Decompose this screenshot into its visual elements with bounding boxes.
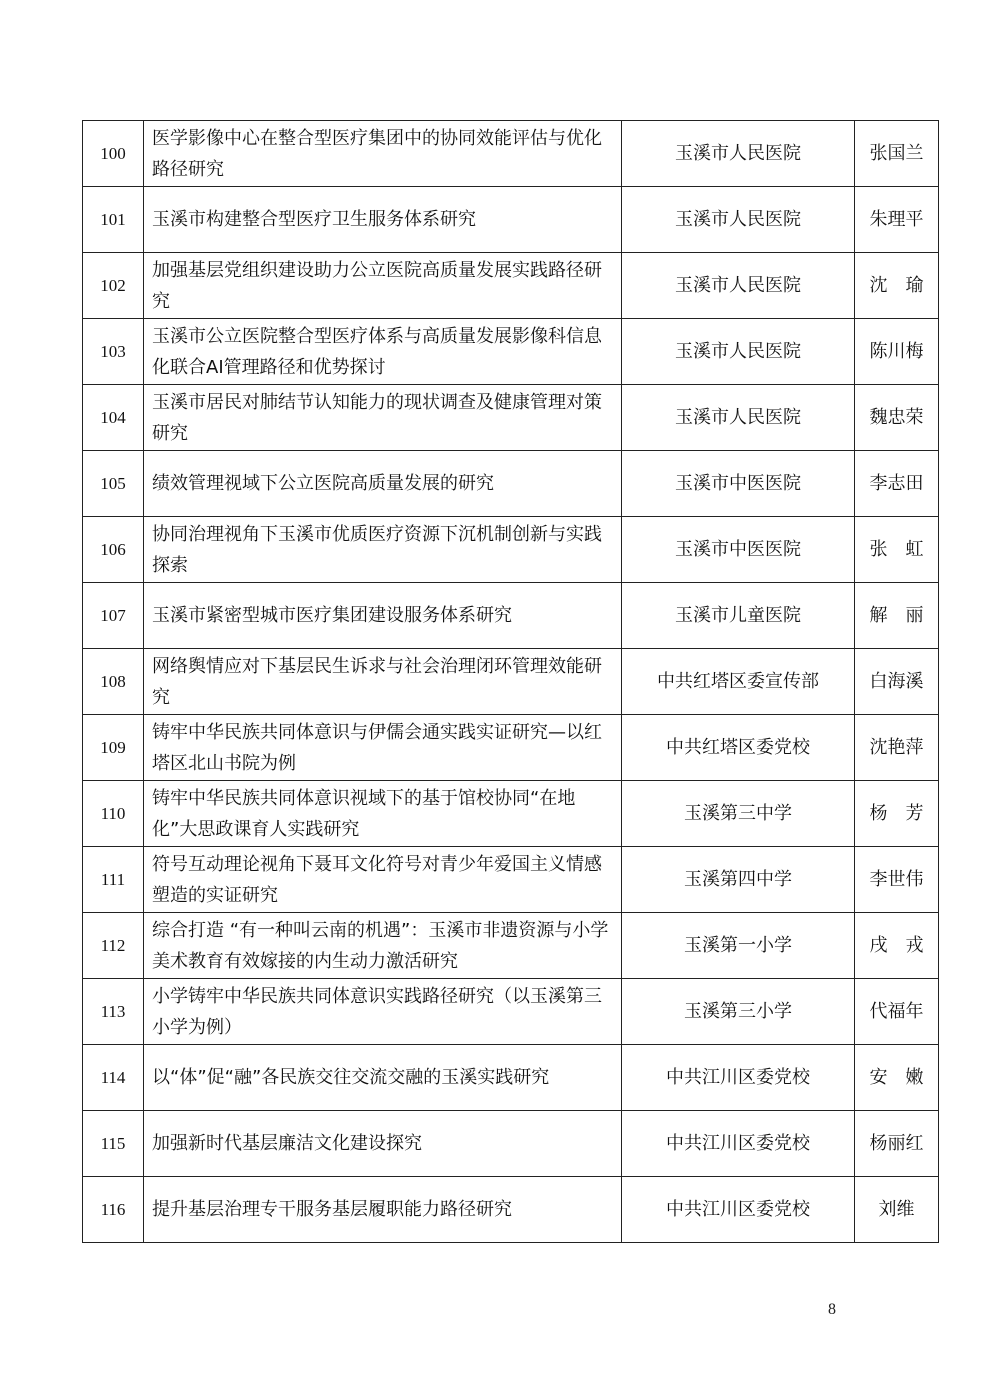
table-row — [83, 319, 939, 385]
project-title: 铸牢中华民族共同体意识与伊儒会通实践实证研究—以红塔区北山书院为例 — [144, 715, 622, 781]
row-number: 103 — [83, 319, 144, 385]
table-row — [83, 187, 939, 253]
person-in-charge: 张 虹 — [855, 517, 939, 583]
table-row — [83, 1045, 939, 1111]
person-in-charge: 朱理平 — [855, 187, 939, 253]
organization: 玉溪市人民医院 — [622, 319, 855, 385]
project-title: 加强新时代基层廉洁文化建设探究 — [144, 1111, 622, 1177]
row-number: 112 — [83, 913, 144, 979]
table-row — [83, 913, 939, 979]
project-title: 小学铸牢中华民族共同体意识实践路径研究（以玉溪第三小学为例） — [144, 979, 622, 1045]
row-number: 107 — [83, 583, 144, 649]
person-in-charge: 刘维 — [855, 1177, 939, 1243]
organization: 中共江川区委党校 — [622, 1177, 855, 1243]
project-title: 医学影像中心在整合型医疗集团中的协同效能评估与优化路径研究 — [144, 121, 622, 187]
table-row — [83, 847, 939, 913]
table-row — [83, 451, 939, 517]
row-number: 106 — [83, 517, 144, 583]
organization: 玉溪市儿童医院 — [622, 583, 855, 649]
project-title: 符号互动理论视角下聂耳文化符号对青少年爱国主义情感塑造的实证研究 — [144, 847, 622, 913]
row-number: 101 — [83, 187, 144, 253]
project-title: 提升基层治理专干服务基层履职能力路径研究 — [144, 1177, 622, 1243]
table-row — [83, 979, 939, 1045]
project-title: 玉溪市公立医院整合型医疗体系与高质量发展影像科信息化联合AI管理路径和优势探讨 — [144, 319, 622, 385]
project-title: 玉溪市构建整合型医疗卫生服务体系研究 — [144, 187, 622, 253]
person-in-charge: 魏忠荣 — [855, 385, 939, 451]
person-in-charge: 李世伟 — [855, 847, 939, 913]
organization: 玉溪市人民医院 — [622, 121, 855, 187]
row-number: 100 — [83, 121, 144, 187]
row-number: 102 — [83, 253, 144, 319]
page-number: 8 — [828, 1301, 836, 1318]
row-number: 108 — [83, 649, 144, 715]
table-row — [83, 583, 939, 649]
project-title: 以“体”促“融”各民族交往交流交融的玉溪实践研究 — [144, 1045, 622, 1111]
person-in-charge: 戌 戎 — [855, 913, 939, 979]
table-row — [83, 385, 939, 451]
project-title: 协同治理视角下玉溪市优质医疗资源下沉机制创新与实践探索 — [144, 517, 622, 583]
row-number: 105 — [83, 451, 144, 517]
row-number: 104 — [83, 385, 144, 451]
table-row — [83, 781, 939, 847]
person-in-charge: 沈 瑜 — [855, 253, 939, 319]
person-in-charge: 代福年 — [855, 979, 939, 1045]
project-title: 网络舆情应对下基层民生诉求与社会治理闭环管理效能研究 — [144, 649, 622, 715]
project-title: 加强基层党组织建设助力公立医院高质量发展实践路径研究 — [144, 253, 622, 319]
row-number: 116 — [83, 1177, 144, 1243]
row-number: 109 — [83, 715, 144, 781]
project-title: 铸牢中华民族共同体意识视域下的基于馆校协同“在地化”大思政课育人实践研究 — [144, 781, 622, 847]
project-table-body — [83, 121, 939, 1243]
person-in-charge: 陈川梅 — [855, 319, 939, 385]
organization: 玉溪市人民医院 — [622, 385, 855, 451]
table-row — [83, 649, 939, 715]
organization: 玉溪第四中学 — [622, 847, 855, 913]
row-number: 110 — [83, 781, 144, 847]
organization: 玉溪第一小学 — [622, 913, 855, 979]
table-row — [83, 253, 939, 319]
table-row — [83, 121, 939, 187]
project-title: 玉溪市居民对肺结节认知能力的现状调查及健康管理对策研究 — [144, 385, 622, 451]
organization: 中共红塔区委党校 — [622, 715, 855, 781]
row-number: 114 — [83, 1045, 144, 1111]
person-in-charge: 李志田 — [855, 451, 939, 517]
project-title: 玉溪市紧密型城市医疗集团建设服务体系研究 — [144, 583, 622, 649]
organization: 玉溪第三小学 — [622, 979, 855, 1045]
row-number: 113 — [83, 979, 144, 1045]
project-title: 绩效管理视域下公立医院高质量发展的研究 — [144, 451, 622, 517]
row-number: 111 — [83, 847, 144, 913]
organization: 中共红塔区委宣传部 — [622, 649, 855, 715]
table-row — [83, 1177, 939, 1243]
person-in-charge: 杨 芳 — [855, 781, 939, 847]
person-in-charge: 解 丽 — [855, 583, 939, 649]
table-row — [83, 715, 939, 781]
person-in-charge: 杨丽红 — [855, 1111, 939, 1177]
organization: 玉溪市人民医院 — [622, 187, 855, 253]
table-row — [83, 1111, 939, 1177]
project-title: 综合打造 “有一种叫云南的机遇”：玉溪市非遗资源与小学美术教育有效嫁接的内生动力激活研究 — [144, 913, 622, 979]
table-row — [83, 517, 939, 583]
organization: 中共江川区委党校 — [622, 1045, 855, 1111]
project-table — [82, 120, 939, 1243]
row-number: 115 — [83, 1111, 144, 1177]
organization: 玉溪市中医医院 — [622, 517, 855, 583]
organization: 玉溪市中医医院 — [622, 451, 855, 517]
organization: 中共江川区委党校 — [622, 1111, 855, 1177]
person-in-charge: 安 嫩 — [855, 1045, 939, 1111]
person-in-charge: 白海溪 — [855, 649, 939, 715]
person-in-charge: 沈艳萍 — [855, 715, 939, 781]
organization: 玉溪第三中学 — [622, 781, 855, 847]
person-in-charge: 张国兰 — [855, 121, 939, 187]
organization: 玉溪市人民医院 — [622, 253, 855, 319]
